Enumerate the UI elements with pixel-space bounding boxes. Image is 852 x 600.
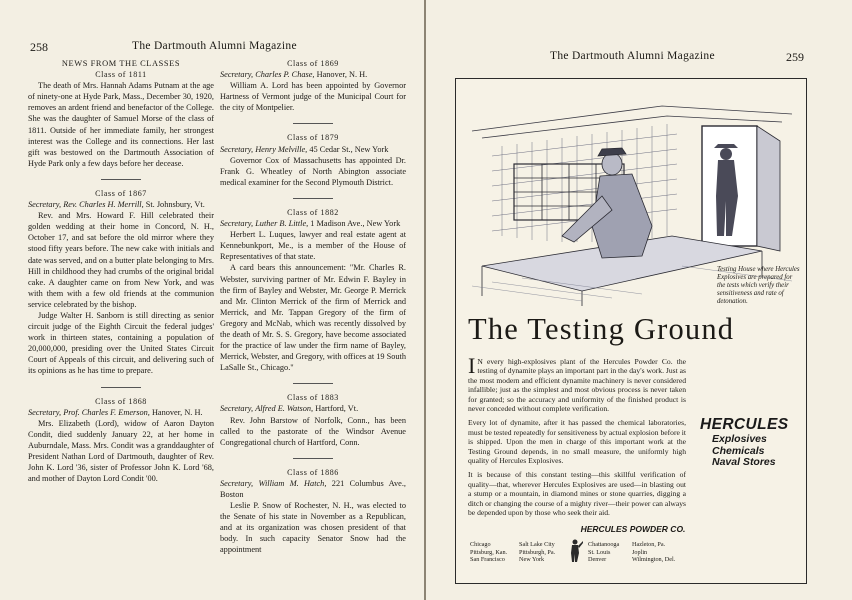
ad-title: The Testing Ground [468,312,735,346]
divider [101,387,141,388]
class-1811-paragraph: The death of Mrs. Hannah Adams Putnam at the age of ninety-one at Hyde Park, Mass., December 30, 1920, removes an ardent friend and benefactor of the College. She was the daughter of Samuel Morse of the class of 1811. Outside of her immediate family, her strongest interest was the College and its connections. Her last gift was bestowed on the Dartmouth Association of Hyde Park only a few days before her decease. [28,81,214,168]
class-1867-secretary: Secretary, Rev. Charles H. Merrill, St. Johnsbury, Vt. [28,200,205,210]
class-1867-paragraph-2: Judge Walter H. Sanborn is still directing as senior circuit judge of the Eighth Circuit the federal judges' work in thirteen states, containing a population of 20,000,000, presiding over the United States Circuit Court of Appeals of this circuit, and delivering such of its opinions as he has time to prepare. [28,310,214,376]
class-1882-paragraph-2: A card bears this announcement: "Mr. Charles R. Webster, surviving partner of Mr. Edwin F. Bayley in the firm of Bayley and Webster, Mr. George P. Merrick and Mr. Clinton Merrick of the firm of Merrick and Merrick, and Mr. Tappan Gregory of the firm of Gregory and McNab, which was recently dissolved by the death of Mr. S. S. Gregory, have become associated for the practice of law under the firm name of Bayley, Merrick, Webster, and Gregory, with offices at 19 South LaSalle St., Chicago." [220,263,406,373]
company-name: HERCULES POWDER CO. [580,524,686,534]
city: Hazleton, Pa. [632,541,666,548]
class-heading-1882: Class of 1882 [287,207,339,217]
left-page [0,0,425,600]
divider [293,383,333,384]
brand-name: HERCULES [700,416,789,433]
divider [101,179,141,180]
page-number-right: 259 [786,50,804,64]
product-chemicals: Chemicals [712,444,765,457]
class-heading-1879: Class of 1879 [287,133,339,143]
hercules-brand-block [700,416,800,469]
cities-column-4 [632,541,675,564]
class-heading-1868: Class of 1868 [95,396,147,406]
class-1879-secretary: Secretary, Henry Melville, 45 Cedar St., New York [220,144,389,154]
product-naval-stores: Naval Stores [712,456,776,468]
city: Chattanooga [588,541,620,548]
running-head-right: The Dartmouth Alumni Magazine [550,50,715,62]
class-heading-1886: Class of 1886 [287,467,339,477]
city: Pittsburg, Kan. [470,548,508,556]
divider [293,123,333,124]
ad-body [468,353,686,523]
class-1883-secretary: Secretary, Alfred E. Watson, Hartford, Vt. [220,404,359,414]
column-2 [220,58,406,556]
city: Pittsburgh, Pa. [519,548,556,556]
divider [293,458,333,459]
class-heading-1869: Class of 1869 [287,59,339,68]
class-1879-paragraph: Governor Cox of Massachusetts has appointed Dr. Frank G. Wheatley of North Abington associate medical examiner for the Second Plymouth District. [220,155,406,187]
class-1882-secretary: Secretary, Luther B. Little, 1 Madison Ave., New York [220,219,401,229]
cities-column-1 [470,541,507,564]
column-1 [28,58,214,484]
illustration-caption: Testing House where Hercules Explosives are prepared for the tests which verify their sensitiveness and rate of detonation. [717,266,800,305]
class-1868-paragraph: Mrs. Elizabeth (Lord), widow of Aaron Dayton Condit, died suddenly January 22, at her home in Auburndale, Mass. Mrs. Condit was a granddaughter of President Nathan Lord of Dartmouth, daughter of Rev. John K. Lord '36, sister of Professor John K. Lord '68, and mother of Dayton Lord Condit '00. [28,418,214,484]
ad-paragraph-3: It is because of this constant testing—this skillful verification of quality—that, wherever Hercules Explosives are used—in blasting out a stump or a mountain, in diamond mines or stone quarries, digging a ditch or changing the course of a mighty river—their power can always be depended upon by those who seek their aid. [468,470,686,518]
drop-cap: I [468,353,476,378]
city: Wilmington, Del. [632,556,676,564]
product-explosives: Explosives [712,433,767,445]
city: Salt Lake City [519,541,555,548]
ad-paragraph-1: I N every high-explosives plant of the Hercules Powder Co. the testing of dynamite plays an important part in the day's work. Just as the most modern and efficient dynamite machinery is never considered infallible; just as the simplest and most obvious process is never taken for granted; so the accuracy and uniformity of the finished product is never conceded without complete verification. [468,353,686,414]
class-heading-1883: Class of 1883 [287,393,339,403]
city: St. Louis [588,548,611,556]
class-1882-paragraph-1: Herbert L. Luques, lawyer and real estate agent at Kennebunkport, Me., is a member of the House of Representatives of that state. [220,230,406,262]
divider [293,198,333,199]
running-head-left: The Dartmouth Alumni Magazine [132,40,297,52]
news-section-title: NEWS FROM THE CLASSES [61,59,181,68]
ad-paragraph-2: Every lot of dynamite, after it has passed the chemical laboratories, must be tested repeatedly for sensitiveness by actual explosion before it is shipped. Upon the men in charge of this important work at the Testing Ground depends, in no small measure, the uniformly high quality of Hercules Explosives. [468,418,686,466]
page-number-left: 258 [30,40,48,54]
class-1886-paragraph: Leslie P. Snow of Rochester, N. H., was elected to the Senate of his state in November as a Republican, and at its organization was chosen president of that body. In such capacity Senator Snow had the appointment [220,501,406,555]
city: Joplin [632,548,648,556]
class-heading-1867: Class of 1867 [95,188,147,198]
city: Chicago [470,541,491,548]
class-1869-paragraph: William A. Lord has been appointed by Governor Hartness of Vermont judge of the Municipal Court for the city of Montpelier. [220,81,406,113]
city: San Francisco [470,556,505,564]
city: Denver [588,556,607,564]
class-1868-secretary: Secretary, Prof. Charles F. Emerson, Hanover, N. H. [28,407,203,417]
class-1883-paragraph: Rev. John Barstow of Norfolk, Conn., has been called to the pastorate of the Windsor Avenue Congregational church of Hartford, Conn. [220,415,406,447]
class-1886-secretary: Secretary, William M. Hatch, 221 Columbus Ave., Boston [220,478,407,499]
class-heading-1811: Class of 1811 [95,70,147,80]
class-1867-paragraph-1: Rev. and Mrs. Howard F. Hill celebrated their golden wedding at their home in Concord, N. H., October 17, and sat before the old mirror where they stood fifty years before. The new cake with initials and date was served, and on a butter plate belonging to Mrs. Hill in childhood they had crumbs of the original bridal cake. A daughter came on from New York, and was with them with a few old friends at the communion service celebrated by the bishop. [28,211,214,309]
city: New York [519,556,545,564]
cities-column-3 [588,541,619,564]
hercules-figure-logo [566,538,584,564]
cities-column-2 [519,541,555,564]
class-1869-secretary: Secretary, Charles P. Chase, Hanover, N. H. [220,70,368,80]
